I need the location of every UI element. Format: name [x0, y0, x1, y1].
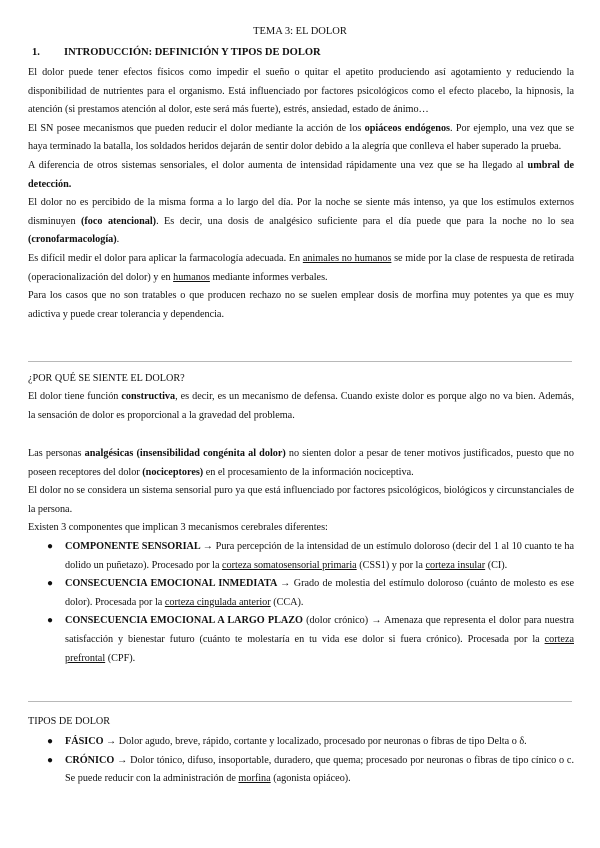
- bullet-icon: ●: [47, 615, 54, 627]
- paragraph: El dolor no se considera un sistema sensorial puro ya que está influenciado por factores psicológicos, biológicos y circunstanciales de la persona.: [28, 485, 574, 515]
- section3-heading: TIPOS DE DOLOR: [28, 716, 111, 727]
- paragraph: Existen 3 componentes que implican 3 mecanismos cerebrales diferentes:: [28, 522, 328, 534]
- bullet-icon: ●: [47, 736, 54, 747]
- components-list: [28, 538, 574, 668]
- list-item: ● CONSECUENCIA EMOCIONAL A LARGO PLAZO (dolor crónico) → Amenaza que representa el dolor para nuestra satisfacción y bienestar futuro (cuánto te molestaría en tu vida ese dolor si fuera crónico). Procesada por la corteza prefrontal (CPF).: [28, 612, 574, 668]
- section2-body-top: [28, 388, 574, 425]
- list-item: ● COMPONENTE SENSORIAL → Pura percepción de la intensidad de un estímulo doloroso (decir del 1 al 10 cuanto te ha dolido un puñetazo). Procesado por la corteza somatosensorial primaria (CSS1) y por la corteza insular (CI).: [28, 538, 574, 575]
- section1-heading: [32, 46, 321, 60]
- section-divider: [28, 701, 572, 702]
- paragraph: Es difícil medir el dolor para aplicar la farmacología adecuada. En animales no humanos se mide por la clase de respuesta de retirada (operacionalización del dolor) y en humanos mediante informes verbales.: [28, 252, 574, 283]
- section2-body: [28, 445, 574, 668]
- bullet-icon: ●: [47, 540, 54, 552]
- section-divider: [28, 361, 572, 362]
- list-item: ● FÁSICO → Dolor agudo, breve, rápido, cortante y localizado, procesado por neuronas o fibras de tipo Delta o δ.: [28, 733, 574, 752]
- section3-body: [28, 733, 574, 789]
- paragraph: Para los casos que no son tratables o que producen rechazo no se suelen emplear dosis de morfina muy potentes ya que es muy adictiva y puede crear tolerancia y dependencia.: [28, 290, 574, 320]
- list-item: ● CRÓNICO → Dolor tónico, difuso, insoportable, duradero, que quema; procesado por neuronas o fibras de tipo cínico o c. Se puede reducir con la administración de morfina (agonista opiáceo).: [28, 752, 574, 789]
- bullet-icon: ●: [47, 754, 54, 766]
- pain-types-list: [28, 733, 574, 789]
- list-item: ● CONSECUENCIA EMOCIONAL INMEDIATA → Grado de molestia del estímulo doloroso (cuánto de molesto es ese dolor). Procesada por la corteza cingulada anterior (CCA).: [28, 575, 574, 612]
- bullet-icon: ●: [47, 578, 54, 590]
- section1-body: [28, 64, 574, 324]
- paragraph: A diferencia de otros sistemas sensoriales, el dolor aumenta de intensidad rápidamente una vez que se ha llegado al umbral de detección.: [28, 159, 575, 190]
- paragraph: El dolor tiene función constructiva, es decir, es un mecanismo de defensa. Cuando existe dolor es porque algo no va bien. Además, la sensación de dolor es proporcional a la gravedad del problema.: [28, 391, 574, 421]
- paragraph: El dolor no es percibido de la misma forma a lo largo del día. Por la noche se siente más intenso, ya que los estímulos externos disminuyen (foco atencional). Es decir, una dosis de analgésico suficiente para el día puede que para la noche no lo sea (cronofarmacología).: [28, 197, 574, 246]
- document-title: TEMA 3: EL DOLOR: [253, 26, 347, 37]
- paragraph: Las personas analgésicas (insensibilidad congénita al dolor) no sienten dolor a pesar de tener motivos justificados, puesto que no poseen receptores del dolor (nociceptores) en el procesamiento de la información nociceptiva.: [28, 448, 574, 478]
- section1-number: 1.: [32, 47, 40, 58]
- section1-heading-text: INTRODUCCIÓN: DEFINICIÓN Y TIPOS DE DOLOR: [64, 47, 321, 58]
- paragraph: El SN posee mecanismos que pueden reducir el dolor mediante la acción de los opiáceos endógenos. Por ejemplo, una vez que se haya terminado la batalla, los soldados heridos dejarán de sentir dolor debido a la alegría que conlleva el haber superado la prueba.: [28, 122, 574, 153]
- paragraph: El dolor puede tener efectos físicos como impedir el sueño o quitar el apetito produciendo así agotamiento y reduciendo la disponibilidad de nutrientes para el organismo. Está influenciado por factores psicológicos como el efecto placebo, la hipnosis, la atención (si prestamos atención al dolor, este será más fuerte), estrés, ansiedad, estado de ánimo…: [28, 67, 574, 116]
- section2-heading: ¿POR QUÉ SE SIENTE EL DOLOR?: [28, 373, 185, 384]
